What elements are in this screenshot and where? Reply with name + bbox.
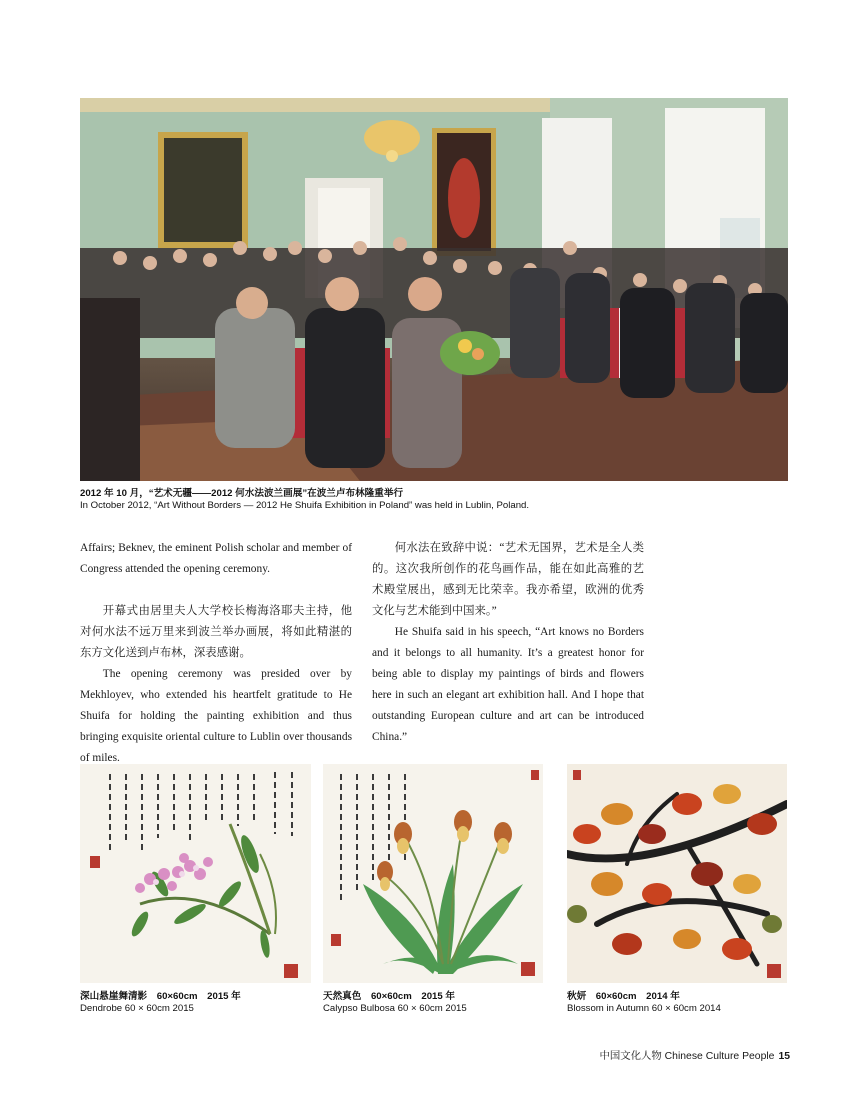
right-paragraph-2: He Shuifa said in his speech, “Art knows no Borders and it belongs to all humanity. It’s a greatest honor for being able to display my paintings of birds and flowers here in such an elegant art exhibition hall. And I hope that outstanding European culture and art can be introduced China.” — [372, 626, 644, 743]
magazine-name: 中国文化人物 Chinese Culture People — [599, 1051, 775, 1062]
article-column-right — [372, 538, 644, 748]
right-paragraph-1: 何水法在致辞中说：“艺术无国界，艺术是全人类的。这次我所创作的花鸟画作品，能在如此高雅的艺术殿堂展出，感到无比荣幸。我亦希望，欧洲的优秀文化与艺术能到中国来。” — [372, 542, 644, 617]
painting-caption-2-zh: 天然真色 60×60cm 2015 年 — [323, 991, 455, 1002]
painting-caption-1-zh: 深山悬崖舞清影 60×60cm 2015 年 — [80, 991, 241, 1002]
painting-dendrobe-art — [80, 764, 311, 983]
photo-caption-en: In October 2012, “Art Without Borders — 2012 He Shuifa Exhibition in Poland” was held in Lublin, Poland. — [80, 500, 530, 511]
painting-caption-2-en: Calypso Bulbosa 60 × 60cm 2015 — [323, 1003, 467, 1014]
painting-caption-2 — [323, 991, 553, 1015]
left-paragraph-2: 开幕式由居里夫人大学校长梅海洛耶夫主持，他对何水法不远万里来到波兰举办画展，将如此精湛的东方文化送到卢布林，深表感谢。 — [80, 605, 352, 659]
page-footer — [599, 1047, 790, 1062]
exhibition-photo — [80, 98, 788, 481]
painting-calypso-bulbosa — [323, 764, 543, 983]
painting-caption-1-en: Dendrobe 60 × 60cm 2015 — [80, 1003, 194, 1014]
photo-caption — [80, 488, 788, 512]
painting-calypso-bulbosa-art — [323, 764, 543, 983]
exhibition-photo-art — [80, 98, 788, 481]
painting-caption-3-zh: 秋妍 60×60cm 2014 年 — [567, 991, 680, 1002]
painting-blossom-in-autumn — [567, 764, 787, 983]
painting-caption-3-en: Blossom in Autumn 60 × 60cm 2014 — [567, 1003, 721, 1014]
article-column-left — [80, 538, 352, 769]
painting-blossom-in-autumn-art — [567, 764, 787, 983]
painting-caption-1 — [80, 991, 311, 1015]
left-paragraph-3: The opening ceremony was presided over by Mekhloyev, who extended his heartfelt gratitude to He Shuifa for holding the painting exhibition and thus bringing exquisite oriental culture to Lublin over thousands of miles. — [80, 668, 352, 764]
left-paragraph-1: Affairs; Beknev, the eminent Polish scholar and member of Congress attended the opening ceremony. — [80, 542, 352, 575]
page-number: 15 — [778, 1051, 790, 1062]
photo-caption-zh: 2012 年 10 月，“艺术无疆——2012 何水法波兰画展”在波兰卢布林隆重举行 — [80, 488, 404, 499]
painting-caption-3 — [567, 991, 797, 1015]
painting-dendrobe — [80, 764, 311, 983]
